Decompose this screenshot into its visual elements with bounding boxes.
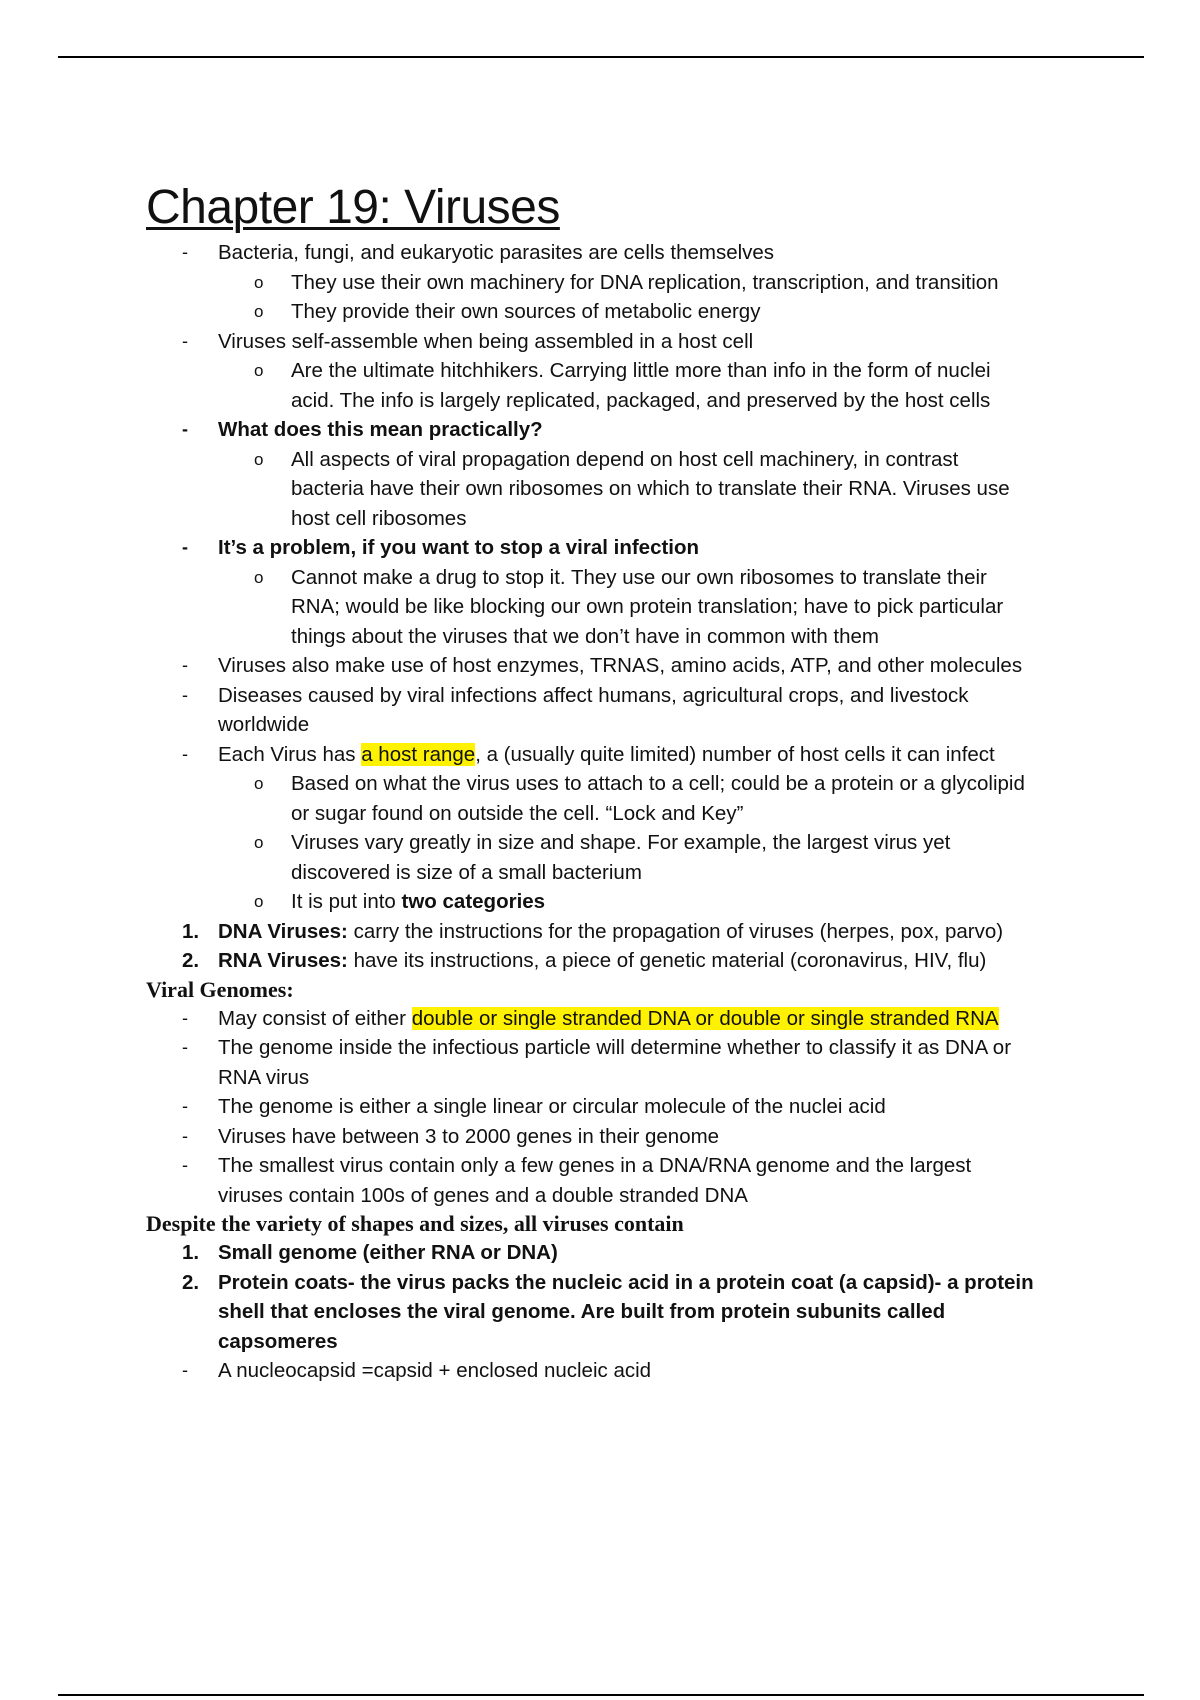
circle-bullet-icon: o xyxy=(254,833,264,852)
circle-bullet-icon: o xyxy=(254,302,264,321)
dash-bullet-icon: - xyxy=(182,1037,188,1057)
circle-bullet-icon: o xyxy=(254,892,264,911)
bullet-item: - What does this mean practically? xyxy=(146,415,1096,445)
bullet-item: - Bacteria, fungi, and eukaryotic parasites are cells themselves xyxy=(146,238,1096,268)
bullet-item: - A nucleocapsid =capsid + enclosed nucleic acid xyxy=(146,1356,1096,1386)
sub-bullet-item: o Cannot make a drug to stop it. They use our own ribosomes to translate their xyxy=(146,563,1096,593)
highlighted-text: a host range xyxy=(361,742,476,766)
bullet-item: - The genome is either a single linear or circular molecule of the nuclei acid xyxy=(146,1092,1096,1122)
dash-bullet-icon: - xyxy=(182,1125,188,1146)
list-number: 2. xyxy=(182,949,200,972)
sub-bullet-item: o They use their own machinery for DNA replication, transcription, and transition xyxy=(146,268,1096,298)
dash-bullet-icon: - xyxy=(182,684,188,705)
bullet-item: - Each Virus has a host range, a (usually quite limited) number of host cells it can infect xyxy=(146,740,1096,770)
sub-bullet-continuation: things about the viruses that we don’t have in common with them xyxy=(291,624,879,648)
bullet-item: - May consist of either double or single stranded DNA or double or single stranded RNA xyxy=(146,1004,1096,1034)
top-rule xyxy=(58,56,1144,58)
sub-bullet-item: o It is put into two categories xyxy=(146,887,1096,917)
sub-bullet-item: o Viruses vary greatly in size and shape. For example, the largest virus yet xyxy=(146,828,1096,858)
numbered-continuation: capsomeres xyxy=(218,1329,338,1353)
bullet-item: - Diseases caused by viral infections affect humans, agricultural crops, and livestock xyxy=(146,681,1096,711)
numbered-item: 2. Protein coats- the virus packs the nucleic acid in a protein coat (a capsid)- a protein xyxy=(146,1268,1096,1298)
dash-bullet-icon: - xyxy=(182,330,188,351)
sub-bullet-continuation: acid. The info is largely replicated, packaged, and preserved by the host cells xyxy=(291,388,991,412)
sub-bullet-continuation: discovered is size of a small bacterium xyxy=(291,860,642,884)
bullet-item: - Viruses self-assemble when being assembled in a host cell xyxy=(146,327,1096,357)
highlighted-text: double or single stranded DNA or double or single stranded RNA xyxy=(411,1006,999,1030)
list-number: 1. xyxy=(182,1241,200,1264)
sub-bullet-continuation: host cell ribosomes xyxy=(291,506,467,530)
circle-bullet-icon: o xyxy=(254,774,264,793)
circle-bullet-icon: o xyxy=(254,449,264,469)
dash-bullet-icon: - xyxy=(182,743,188,764)
circle-bullet-icon: o xyxy=(254,567,264,587)
chapter-title: Chapter 19: Viruses xyxy=(146,181,560,234)
bullet-continuation: viruses contain 100s of genes and a double stranded DNA xyxy=(218,1183,748,1207)
bullet-item: - It’s a problem, if you want to stop a viral infection xyxy=(146,533,1096,563)
sub-bullet-item: o Based on what the virus uses to attach to a cell; could be a protein or a glycolipid xyxy=(146,769,1096,799)
numbered-item: 2. RNA Viruses: have its instructions, a piece of genetic material (coronavirus, HIV, flu) xyxy=(146,946,1096,976)
bullet-item: - The smallest virus contain only a few genes in a DNA/RNA genome and the largest xyxy=(146,1151,1096,1181)
dash-bullet-icon: - xyxy=(182,1096,188,1116)
bullet-continuation: worldwide xyxy=(218,713,310,736)
circle-bullet-icon: o xyxy=(254,272,264,292)
sub-bullet-item: o All aspects of viral propagation depend on host cell machinery, in contrast xyxy=(146,445,1096,475)
list-number: 1. xyxy=(182,919,200,943)
numbered-item: 1. Small genome (either RNA or DNA) xyxy=(146,1238,1096,1268)
sub-bullet-item: o Are the ultimate hitchhikers. Carrying little more than info in the form of nuclei xyxy=(146,356,1096,386)
dash-bullet-icon: - xyxy=(182,1007,188,1028)
circle-bullet-icon: o xyxy=(254,361,264,380)
bullet-item: - The genome inside the infectious particle will determine whether to classify it as DNA or xyxy=(146,1033,1096,1063)
viral-genomes-heading: Viral Genomes: xyxy=(146,976,294,1002)
bullet-continuation: RNA virus xyxy=(218,1065,310,1089)
document-body xyxy=(146,180,1096,1386)
dash-bullet-icon: - xyxy=(182,655,188,675)
dash-bullet-icon: - xyxy=(182,1155,188,1175)
sub-bullet-continuation: bacteria have their own ribosomes on which to translate their RNA. Viruses use xyxy=(291,477,1010,500)
bottom-rule xyxy=(58,1694,1144,1696)
contain-heading: Despite the variety of shapes and sizes, all viruses contain xyxy=(146,1211,684,1236)
bullet-item: - Viruses also make use of host enzymes, TRNAS, amino acids, ATP, and other molecules xyxy=(146,651,1096,681)
numbered-item: 1. DNA Viruses: carry the instructions for the propagation of viruses (herpes, pox, parvo) xyxy=(146,917,1096,947)
dash-bullet-icon: - xyxy=(182,419,188,439)
sub-bullet-continuation: or sugar found on outside the cell. “Lock and Key” xyxy=(291,801,744,825)
list-number: 2. xyxy=(182,1270,200,1294)
dash-bullet-icon: - xyxy=(182,1360,188,1380)
bullet-item: - Viruses have between 3 to 2000 genes in their genome xyxy=(146,1122,1096,1152)
dash-bullet-icon: - xyxy=(182,242,188,262)
dash-bullet-icon: - xyxy=(182,537,188,557)
sub-bullet-continuation: RNA; would be like blocking our own protein translation; have to pick particular xyxy=(291,595,1004,618)
numbered-continuation: shell that encloses the viral genome. Are built from protein subunits called xyxy=(218,1300,946,1323)
sub-bullet-item: o They provide their own sources of metabolic energy xyxy=(146,297,1096,327)
